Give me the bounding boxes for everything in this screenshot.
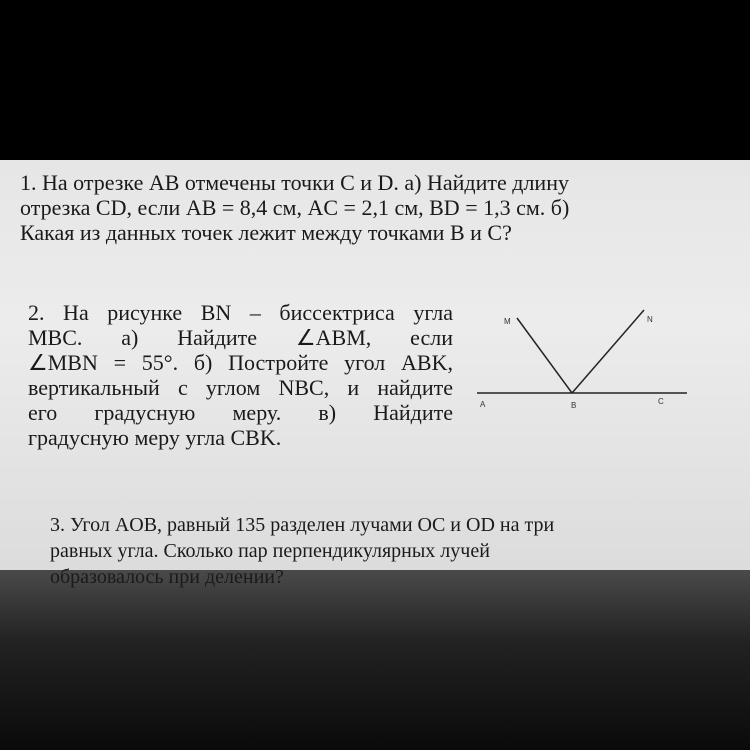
problem-2-line: MBC. а) Найдите ∠ABM, если xyxy=(28,325,453,350)
label-c: C xyxy=(658,397,664,406)
ray-bn xyxy=(572,310,644,393)
ray-bm xyxy=(517,318,572,393)
label-b: B xyxy=(571,401,577,410)
problem-2-line: градусную меру угла CBK. xyxy=(28,425,282,450)
problem-3-line: образовалось при делении? xyxy=(50,566,284,588)
problem-1-line: Какая из данных точек лежит между точками B и C? xyxy=(20,220,512,245)
problem-1-line: 1. На отрезке AB отмечены точки C и D. а) Найдите длину xyxy=(20,170,569,195)
problem-2-line: 2. На рисунке BN – биссектриса угла xyxy=(28,300,453,325)
problem-2-line: его градусную меру. в) Найдите xyxy=(28,400,453,425)
problem-2-line: ∠MBN = 55°. б) Постройте угол ABK, xyxy=(28,350,453,375)
problem-1-line: отрезка CD, если AB = 8,4 см, AC = 2,1 см, BD = 1,3 см. б) xyxy=(20,195,570,220)
dark-background xyxy=(0,570,750,750)
problem-3-line: 3. Угол AOB, равный 135 разделен лучами OC и OD на три xyxy=(50,514,555,536)
label-n: N xyxy=(647,315,653,324)
problem-2-line: вертикальный с углом NBC, и найдите xyxy=(28,375,453,400)
label-a: A xyxy=(480,400,486,409)
problem-2 xyxy=(28,300,453,450)
label-m: M xyxy=(504,317,511,326)
problem-3 xyxy=(50,512,554,590)
problem-1 xyxy=(20,170,569,245)
problem-3-line: равных угла. Сколько пар перпендикулярных лучей xyxy=(50,540,490,562)
angle-diagram xyxy=(472,300,712,420)
